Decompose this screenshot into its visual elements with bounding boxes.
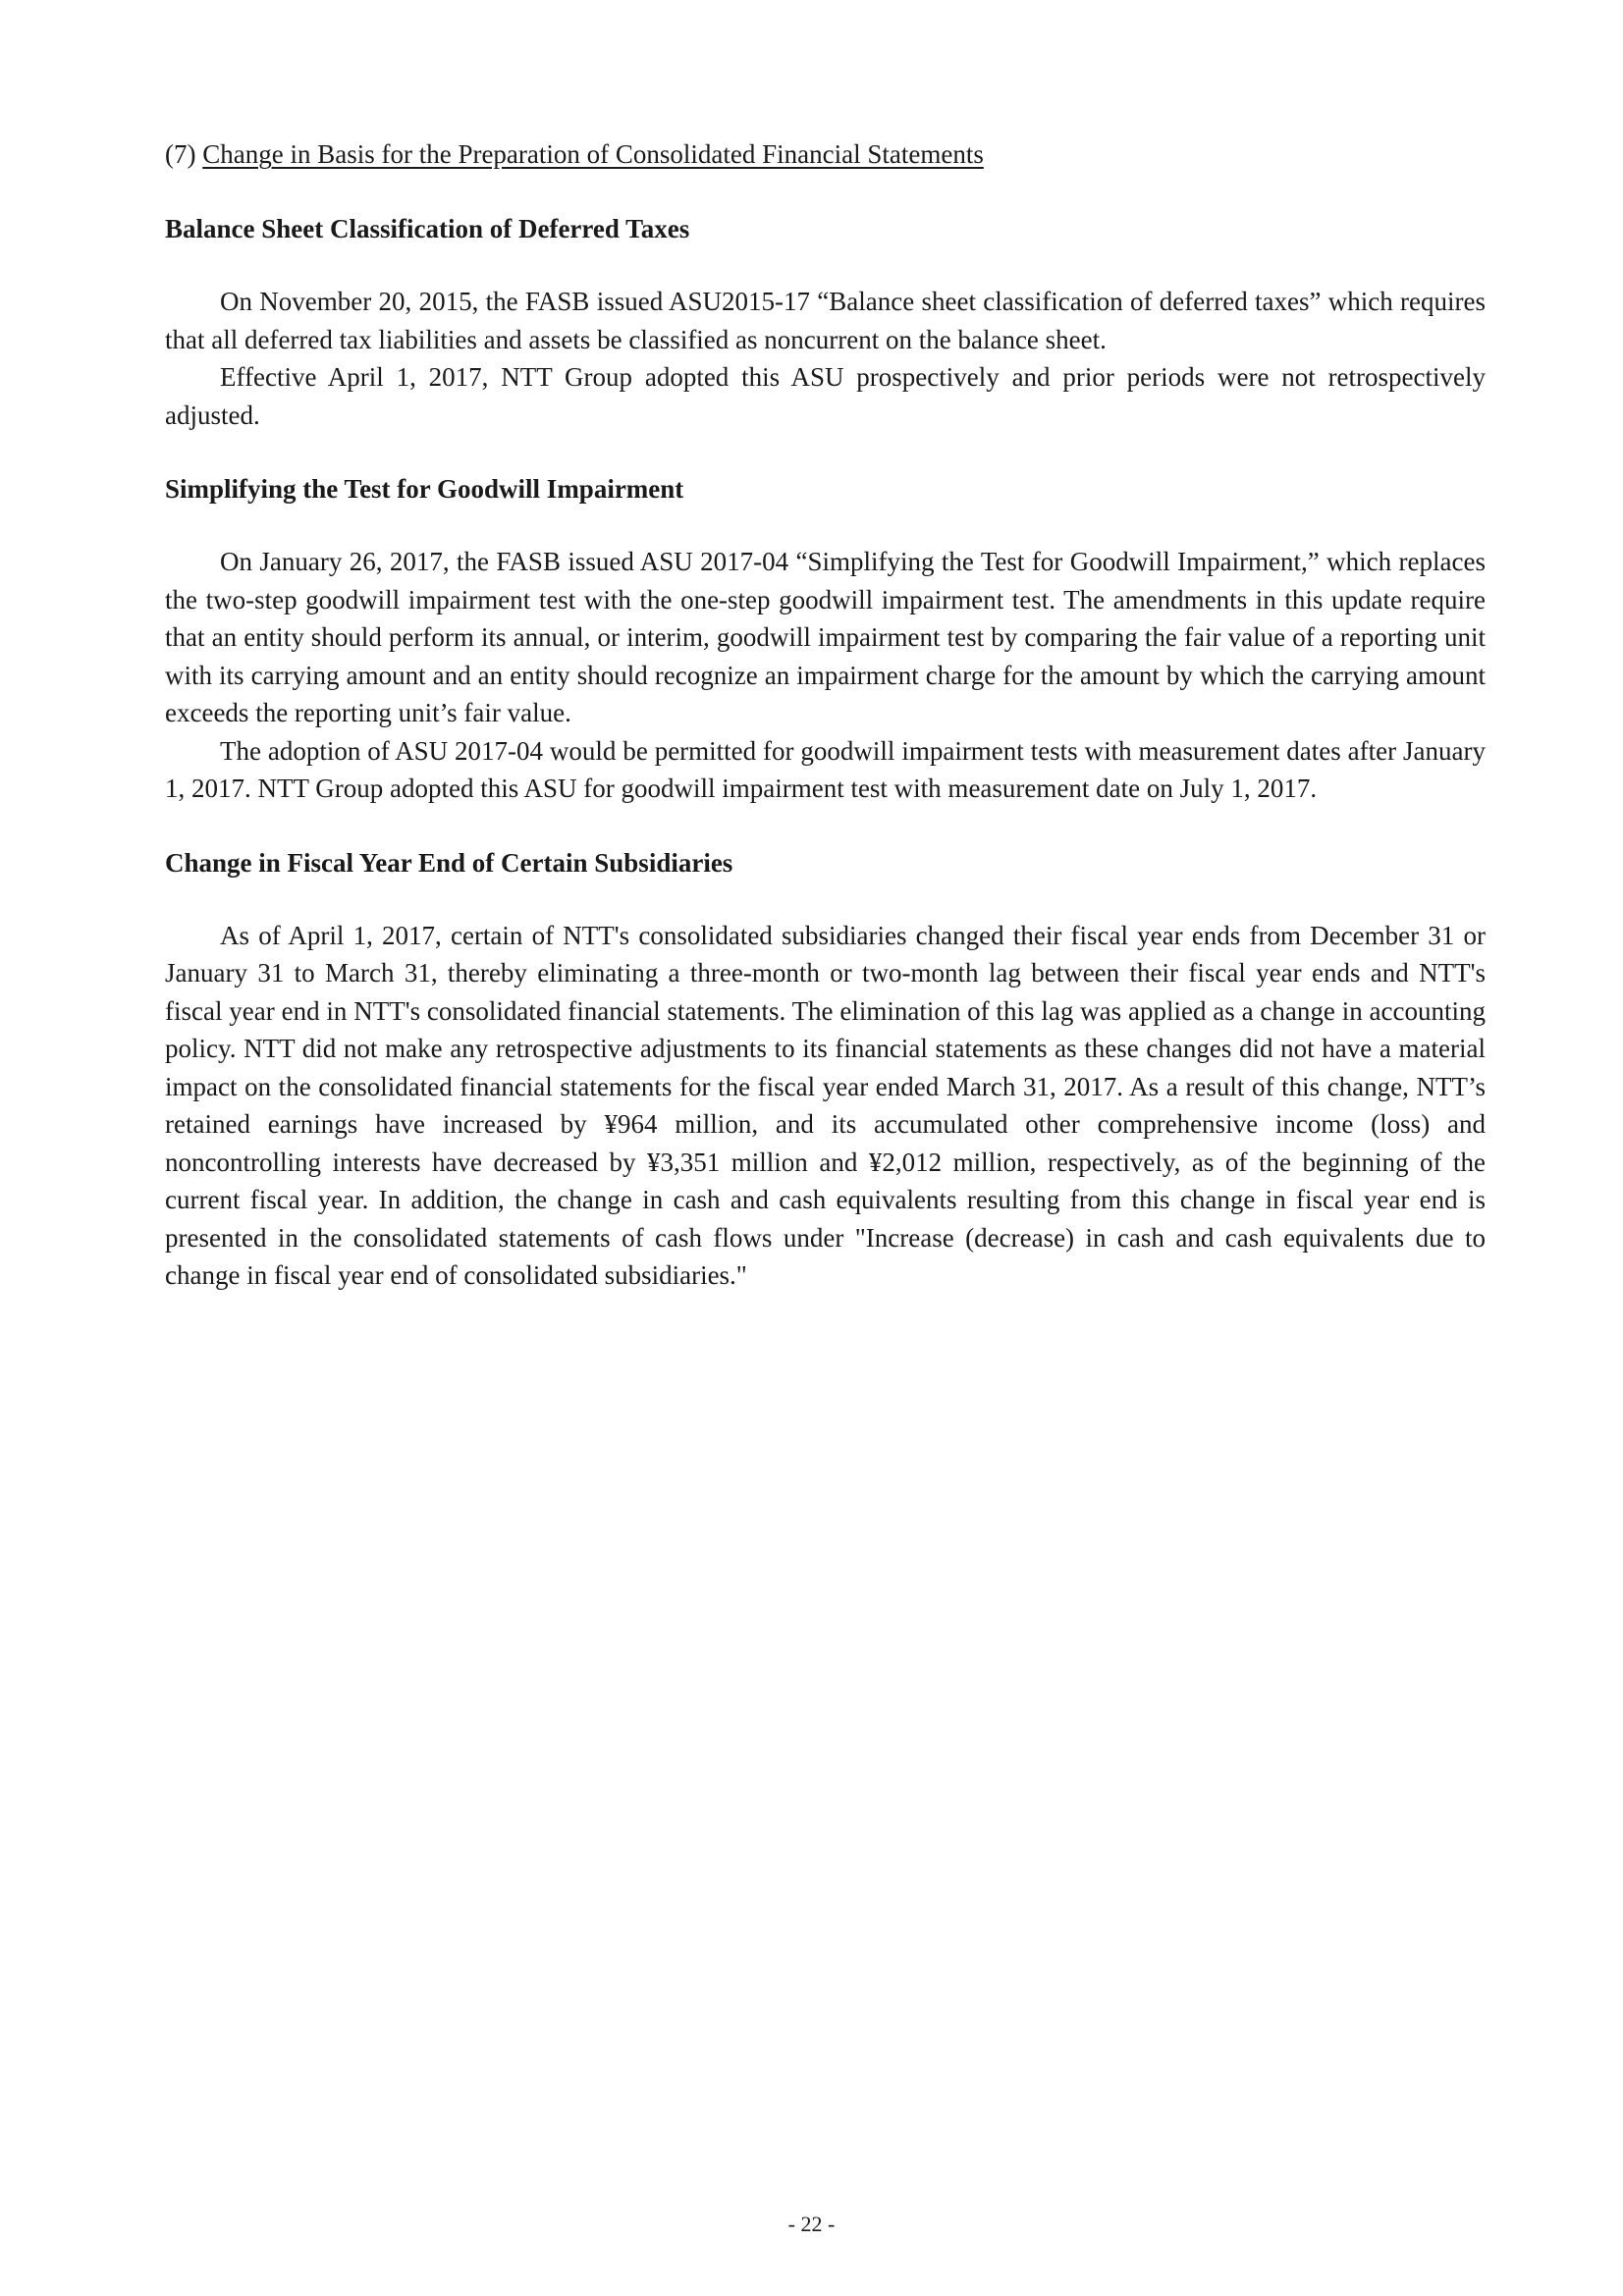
- section-title: Change in Basis for the Preparation of Consolidated Financial Statements: [202, 139, 984, 169]
- document-page: [165, 135, 1486, 1331]
- subsection-heading: Balance Sheet Classification of Deferred Taxes: [165, 214, 690, 243]
- subsection-heading: Simplifying the Test for Goodwill Impairment: [165, 474, 684, 504]
- section-heading: [165, 135, 1486, 173]
- paragraph: The adoption of ASU 2017-04 would be permitted for goodwill impairment tests with measurement dates after January 1, 2017. NTT Group adopted this ASU for goodwill impairment test with measurement date on July 1, 2017.: [165, 735, 1486, 803]
- subsection-deferred-taxes: [165, 210, 1486, 434]
- paragraph: On January 26, 2017, the FASB issued ASU 2017-04 “Simplifying the Test for Goodwill Impairment,” which replaces the two-step goodwill impairment test with the one-step goodwill impairment test. The amendments in this update require that an entity should perform its annual, or interim, goodwill impairment test by comparing the fair value of a reporting unit with its carrying amount and an entity should recognize an impairment charge for the amount by which the carrying amount exceeds the reporting unit’s fair value.: [165, 547, 1486, 727]
- paragraph: On November 20, 2015, the FASB issued ASU2015-17 “Balance sheet classification of deferred taxes” which requires that all deferred tax liabilities and assets be classified as noncurrent on the balance sheet.: [165, 287, 1486, 354]
- page-number: - 22 -: [787, 2212, 836, 2236]
- subsection-fiscal-year-end: [165, 844, 1486, 1295]
- subsection-heading: Change in Fiscal Year End of Certain Subsidiaries: [165, 847, 733, 878]
- section-number: (7): [165, 139, 196, 169]
- subsection-goodwill-impairment: [165, 470, 1486, 808]
- paragraph: As of April 1, 2017, certain of NTT's consolidated subsidiaries changed their fiscal year ends from December 31 or January 31 to March 31, thereby eliminating a three-month or two-month lag between their fiscal year ends and NTT's fiscal year end in NTT's consolidated financial statements. The elimination of this lag was applied as a change in accounting policy. NTT did not make any retrospective adjustments to its financial statements as these changes did not have a material impact on the consolidated financial statements for the fiscal year ended March 31, 2017. As a result of this change, NTT’s retained earnings have increased by ¥964 million, and its accumulated other comprehensive income (loss) and noncontrolling interests have decreased by ¥3,351 million and ¥2,012 million, respectively, as of the beginning of the current fiscal year. In addition, the change in cash and cash equivalents resulting from this change in fiscal year end is presented in the consolidated statements of cash flows under "Increase (decrease) in cash and cash equivalents due to change in fiscal year end of consolidated subsidiaries.": [165, 920, 1486, 1290]
- paragraph: Effective April 1, 2017, NTT Group adopted this ASU prospectively and prior periods were not retrospectively adjusted.: [165, 362, 1486, 430]
